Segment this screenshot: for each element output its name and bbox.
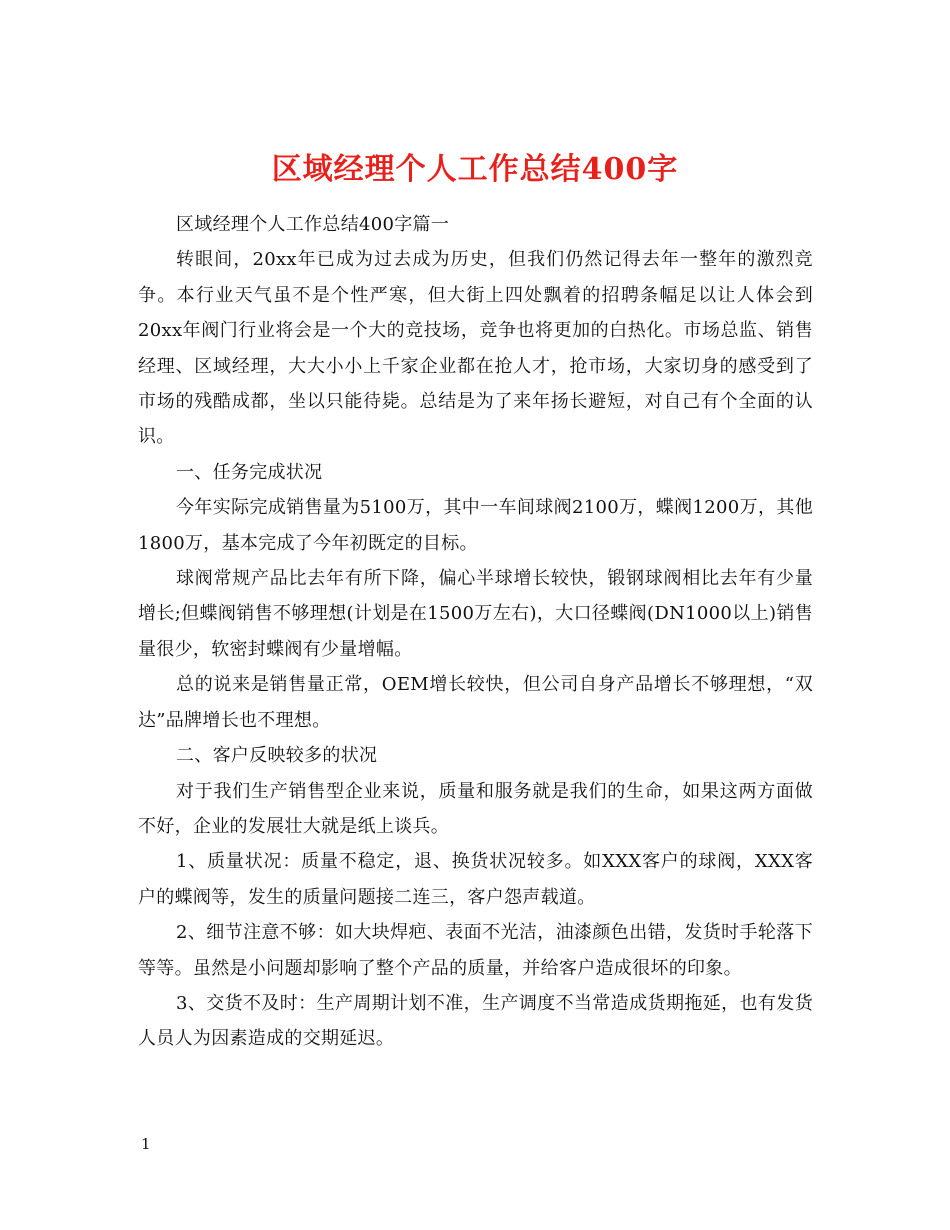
section-heading-customer: 二、客户反映较多的状况 bbox=[176, 745, 378, 767]
section-heading-task: 一、任务完成状况 bbox=[176, 461, 323, 483]
paragraph-sales-total: 今年实际完成销售量为5100万，其中一车间球阀2100万，蝶阀1200万，其他1800万，基本完成了今年初既定的目标。 bbox=[138, 497, 813, 554]
list-item-quality: 1、质量状况：质量不稳定，退、换货状况较多。如XXX客户的球阀，XXX客户的蝶阀等，发生的质量问题接二连三，客户怨声载道。 bbox=[138, 851, 813, 908]
paragraph-intro: 转眼间，20xx年已成为过去成为历史，但我们仍然记得去年一整年的激烈竞争。本行业天气虽不是个性严寒，但大街上四处飘着的招聘条幅足以让人体会到20xx年阀门行业将会是一个大的竞技场，竞争也将更加的白热化。市场总监、销售经理、区域经理，大大小小上千家企业都在抢人才，抢市场，大家切身的感受到了市场的残酷成都，坐以只能待毙。总结是为了来年扬长避短，对自己有个全面的认识。 bbox=[138, 249, 813, 448]
paragraph-heading: 区域经理个人工作总结400字篇一 bbox=[176, 214, 450, 235]
paragraph-quality-service: 对于我们生产销售型企业来说，质量和服务就是我们的生命，如果这两方面做不好，企业的发展壮大就是纸上谈兵。 bbox=[138, 780, 813, 837]
paragraph-summary: 总的说来是销售量正常，OEM增长较快，但公司自身产品增长不够理想，“双达”品牌增长也不理想。 bbox=[138, 674, 813, 731]
paragraph-product-trend: 球阀常规产品比去年有所下降，偏心半球增长较快，锻钢球阀相比去年有少量增长;但蝶阀销售不够理想(计划是在1500万左右)，大口径蝶阀(DN1000以上)销售量很少，软密封蝶阀有少量增幅。 bbox=[138, 568, 813, 660]
document-body bbox=[138, 207, 813, 1057]
list-item-delivery: 3、交货不及时：生产周期计划不准，生产调度不当常造成货期拖延，也有发货人员人为因素造成的交期延迟。 bbox=[138, 992, 813, 1050]
list-item-detail: 2、细节注意不够：如大块焊疤、表面不光洁，油漆颜色出错，发货时手轮落下等等。虽然是小问题却影响了整个产品的质量，并给客户造成很坏的印象。 bbox=[138, 922, 813, 979]
document-title: 区域经理个人工作总结400字 bbox=[271, 152, 679, 188]
page-number: 1 bbox=[141, 1135, 151, 1153]
